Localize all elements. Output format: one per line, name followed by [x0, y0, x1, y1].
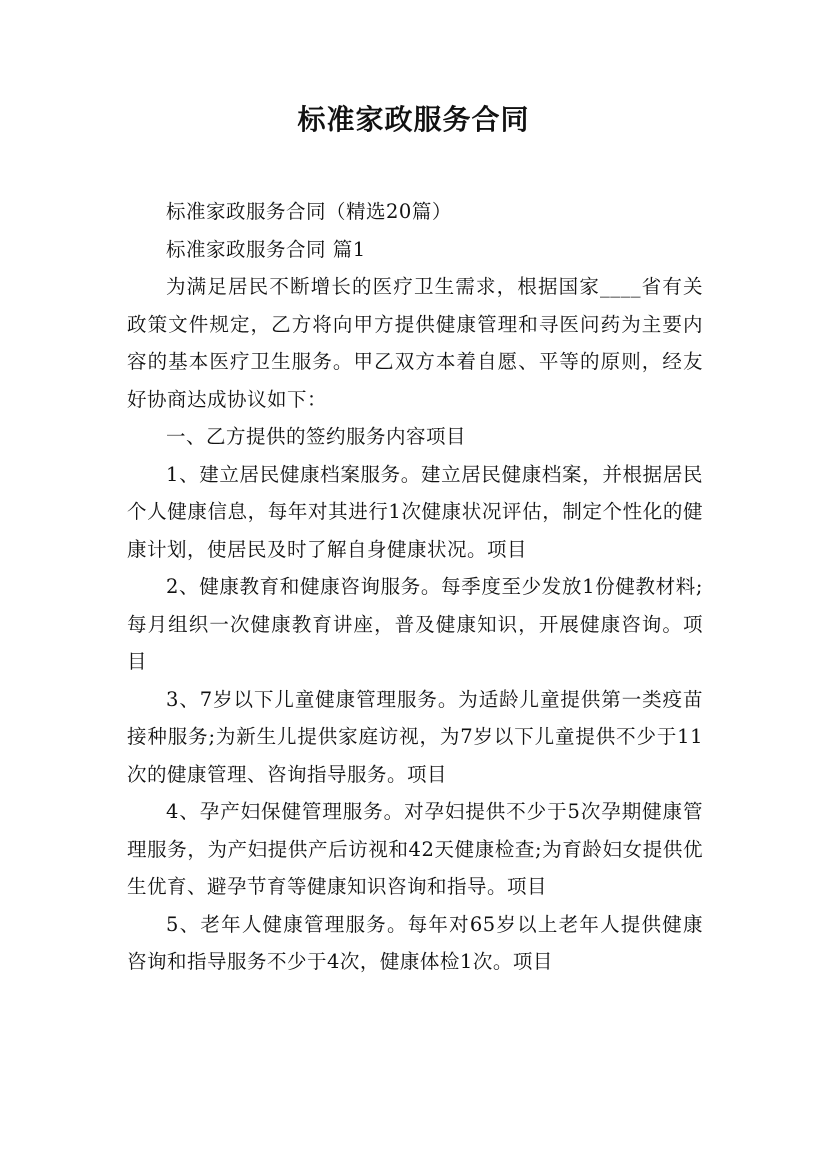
clause-item-5: 5、老年人健康管理服务。每年对65岁以上老年人提供健康咨询和指导服务不少于4次，健康体检1次。项目: [127, 912, 703, 973]
clause-item-4: 4、孕产妇保健管理服务。对孕妇提供不少于5次孕期健康管理服务，为产妇提供产后访视和42天健康检查;为育龄妇女提供优生优育、避孕节育等健康知识咨询和指导。项目: [127, 800, 703, 898]
section-heading: 标准家政服务合同 篇1: [166, 237, 366, 261]
clause-item-3: 3、7岁以下儿童健康管理服务。为适龄儿童提供第一类疫苗接种服务;为新生儿提供家庭访视，为7岁以下儿童提供不少于11次的健康管理、咨询指导服务。项目: [127, 687, 703, 786]
clause-item-2: 2、健康教育和健康咨询服务。每季度至少发放1份健教材料;每月组织一次健康教育讲座，普及健康知识，开展健康咨询。项目: [127, 575, 703, 673]
clause-heading: 一、乙方提供的签约服务内容项目: [166, 425, 467, 448]
clause-item-1: 1、建立居民健康档案服务。建立居民健康档案，并根据居民个人健康信息，每年对其进行1次健康状况评估，制定个性化的健康计划，使居民及时了解自身健康状况。项目: [127, 462, 703, 561]
intro-paragraph: 为满足居民不断增长的医疗卫生需求，根据国家____省有关政策文件规定，乙方将向甲方提供健康管理和寻医问药为主要内容的基本医疗卫生服务。甲乙双方本着自愿、平等的原则，经友好协商达成协议如下：: [127, 275, 703, 411]
document-title: 标准家政服务合同: [297, 103, 530, 136]
subtitle-paragraph: 标准家政服务合同（精选20篇）: [166, 200, 452, 223]
document-body: [127, 193, 703, 981]
